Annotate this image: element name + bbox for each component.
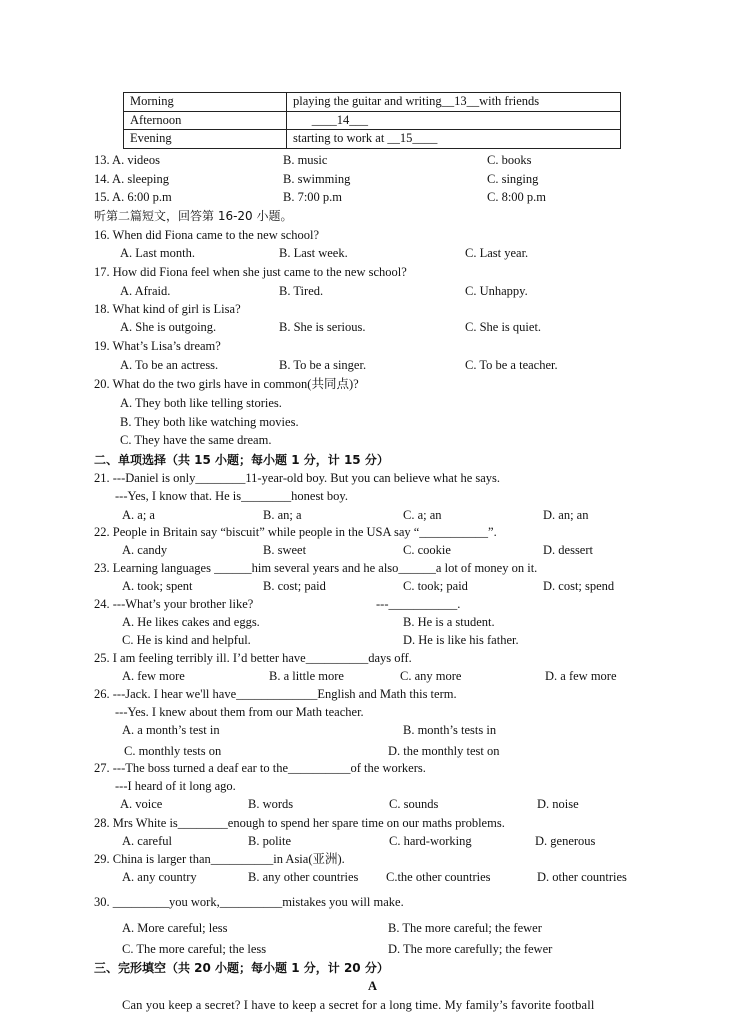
q30-option-c[interactable]: C. The more careful; the less <box>122 942 267 956</box>
q18-option-c[interactable]: C. She is quiet. <box>465 320 542 334</box>
section-3-heading: 三、完形填空（共 20 小题；每小题 1 分，计 20 分） <box>94 961 389 975</box>
part2-instruction: 听第二篇短文，回答第 16-20 小题。 <box>94 209 293 223</box>
table-cell: Evening <box>124 130 287 149</box>
q24-option-c[interactable]: C. He is kind and helpful. <box>122 633 251 647</box>
q13-option-a[interactable]: 13. A. videos <box>94 153 160 167</box>
table-row <box>124 93 621 112</box>
q22-option-c[interactable]: C. cookie <box>403 543 451 557</box>
q20-option-a[interactable]: A. They both like telling stories. <box>120 396 282 410</box>
q29-option-d[interactable]: D. other countries <box>537 870 627 884</box>
q17-option-b[interactable]: B. Tired. <box>279 284 324 298</box>
q18-option-a[interactable]: A. She is outgoing. <box>120 320 217 334</box>
q13-option-b[interactable]: B. music <box>283 153 328 167</box>
q17-option-c[interactable]: C. Unhappy. <box>465 284 528 298</box>
q14-option-a[interactable]: 14. A. sleeping <box>94 172 169 186</box>
q27-option-d[interactable]: D. noise <box>537 797 579 811</box>
q27-option-c[interactable]: C. sounds <box>389 797 439 811</box>
q26-option-d[interactable]: D. the monthly test on <box>388 744 500 758</box>
q19-option-a[interactable]: A. To be an actress. <box>120 358 219 372</box>
q25-option-c[interactable]: C. any more <box>400 669 462 683</box>
schedule-table <box>123 92 621 149</box>
q25-option-a[interactable]: A. few more <box>122 669 185 683</box>
q21-option-b[interactable]: B. an; a <box>263 508 302 522</box>
q26-stem: 26. ---Jack. I hear we'll have_____________English and Math this term. <box>94 687 457 701</box>
q28-stem: 28. Mrs White is________enough to spend her spare time on our maths problems. <box>94 816 505 830</box>
q26-option-b[interactable]: B. month’s tests in <box>403 723 497 737</box>
q26-stem-2: ---Yes. I knew about them from our Math teacher. <box>115 705 364 719</box>
table-cell: playing the guitar and writing__13__with friends <box>287 93 621 112</box>
q17-option-a[interactable]: A. Afraid. <box>120 284 171 298</box>
q14-option-c[interactable]: C. singing <box>487 172 539 186</box>
q24-option-b[interactable]: B. He is a student. <box>403 615 495 629</box>
q26-option-a[interactable]: A. a month’s test in <box>122 723 220 737</box>
q28-option-d[interactable]: D. generous <box>535 834 596 848</box>
table-row <box>124 130 621 149</box>
q24-option-d[interactable]: D. He is like his father. <box>403 633 519 647</box>
q27-option-a[interactable]: A. voice <box>120 797 163 811</box>
q27-stem-2: ---I heard of it long ago. <box>115 779 236 793</box>
q21-option-a[interactable]: A. a; a <box>122 508 155 522</box>
q15-option-c[interactable]: C. 8:00 p.m <box>487 190 547 204</box>
table-cell: starting to work at __15____ <box>287 130 621 149</box>
q25-option-b[interactable]: B. a little more <box>269 669 344 683</box>
q23-stem: 23. Learning languages ______him several years and he also______a lot of money on it. <box>94 561 538 575</box>
q17-stem: 17. How did Fiona feel when she just came to the new school? <box>94 265 407 279</box>
passage-first-line: Can you keep a secret? I have to keep a secret for a long time. My family’s favorite football <box>122 998 595 1012</box>
q23-option-b[interactable]: B. cost; paid <box>263 579 326 593</box>
q27-stem: 27. ---The boss turned a deaf ear to the__________of the workers. <box>94 761 426 775</box>
q30-option-a[interactable]: A. More careful; less <box>122 921 228 935</box>
q29-option-c[interactable]: C.the other countries <box>386 870 491 884</box>
q20-option-b[interactable]: B. They both like watching movies. <box>120 415 299 429</box>
q21-stem: 21. ---Daniel is only________11-year-old boy. But you can believe what he says. <box>94 471 501 485</box>
q13-option-c[interactable]: C. books <box>487 153 532 167</box>
passage-letter: A <box>367 979 378 993</box>
section-2-heading: 二、单项选择（共 15 小题；每小题 1 分，计 15 分） <box>94 453 389 467</box>
q22-option-d[interactable]: D. dessert <box>543 543 593 557</box>
q18-option-b[interactable]: B. She is serious. <box>279 320 366 334</box>
q28-option-b[interactable]: B. polite <box>248 834 292 848</box>
q22-option-a[interactable]: A. candy <box>122 543 168 557</box>
table-cell: Morning <box>124 93 287 112</box>
q16-stem: 16. When did Fiona came to the new school? <box>94 228 320 242</box>
q16-option-b[interactable]: B. Last week. <box>279 246 348 260</box>
q26-option-c[interactable]: C. monthly tests on <box>124 744 222 758</box>
q28-option-c[interactable]: C. hard-working <box>389 834 472 848</box>
q14-option-b[interactable]: B. swimming <box>283 172 351 186</box>
q23-option-c[interactable]: C. took; paid <box>403 579 468 593</box>
q24-stem-answer: ---___________. <box>376 597 461 611</box>
q19-option-b[interactable]: B. To be a singer. <box>279 358 367 372</box>
q19-stem: 19. What’s Lisa’s dream? <box>94 339 221 353</box>
q30-option-b[interactable]: B. The more careful; the fewer <box>388 921 542 935</box>
q21-option-c[interactable]: C. a; an <box>403 508 442 522</box>
q30-stem: 30. _________you work,__________mistakes you will make. <box>94 895 404 909</box>
q15-option-b[interactable]: B. 7:00 p.m <box>283 190 343 204</box>
q16-option-c[interactable]: C. Last year. <box>465 246 529 260</box>
q19-option-c[interactable]: C. To be a teacher. <box>465 358 558 372</box>
q22-stem: 22. People in Britain say “biscuit” while people in the USA say “___________”. <box>94 525 497 539</box>
q24-option-a[interactable]: A. He likes cakes and eggs. <box>122 615 260 629</box>
q28-option-a[interactable]: A. careful <box>122 834 172 848</box>
q21-stem-2: ---Yes, I know that. He is________honest boy. <box>115 489 348 503</box>
table-row <box>124 111 621 130</box>
q29-stem: 29. China is larger than__________in Asia(亚洲). <box>94 852 345 866</box>
q20-option-c[interactable]: C. They have the same dream. <box>120 433 272 447</box>
q22-option-b[interactable]: B. sweet <box>263 543 307 557</box>
table-cell: ____14___ <box>287 111 621 130</box>
q21-option-d[interactable]: D. an; an <box>543 508 589 522</box>
q25-option-d[interactable]: D. a few more <box>545 669 617 683</box>
q24-stem: 24. ---What’s your brother like? <box>94 597 254 611</box>
table-cell: Afternoon <box>124 111 287 130</box>
q29-option-b[interactable]: B. any other countries <box>248 870 359 884</box>
q20-stem: 20. What do the two girls have in common(共同点)? <box>94 377 359 391</box>
q30-option-d[interactable]: D. The more carefully; the fewer <box>388 942 553 956</box>
q27-option-b[interactable]: B. words <box>248 797 294 811</box>
q29-option-a[interactable]: A. any country <box>122 870 197 884</box>
q23-option-a[interactable]: A. took; spent <box>122 579 193 593</box>
q23-option-d[interactable]: D. cost; spend <box>543 579 615 593</box>
q16-option-a[interactable]: A. Last month. <box>120 246 195 260</box>
q15-option-a[interactable]: 15. A. 6:00 p.m <box>94 190 172 204</box>
q25-stem: 25. I am feeling terribly ill. I’d better have__________days off. <box>94 651 412 665</box>
q18-stem: 18. What kind of girl is Lisa? <box>94 302 241 316</box>
